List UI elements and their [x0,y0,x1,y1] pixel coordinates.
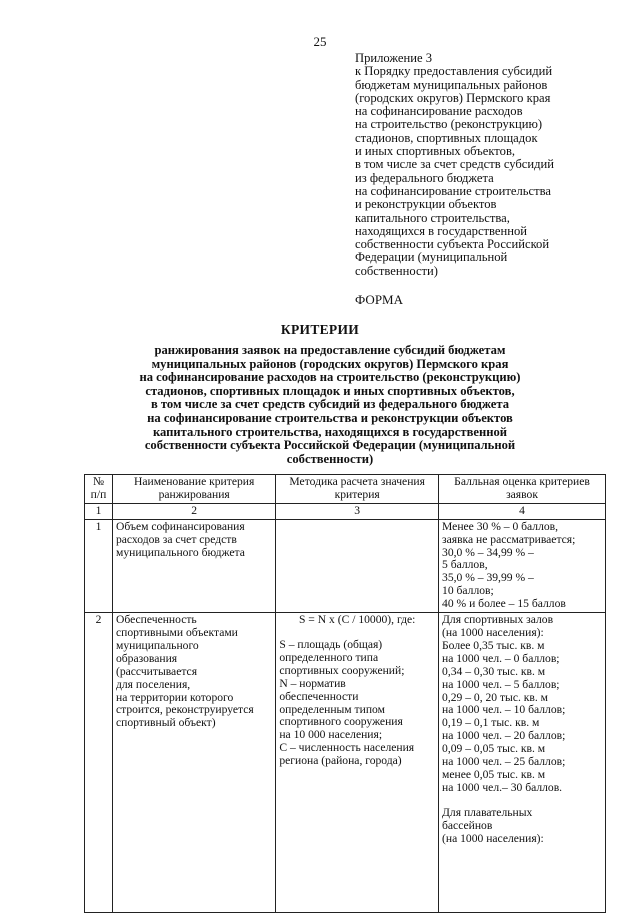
criterion-name-line: Объем софинансирования [115,519,245,533]
appendix-line: в том числе за счет средств субсидий [355,157,555,172]
header-method-line: Методика расчета значения [289,475,425,488]
header-criterion-line: ранжирования [158,487,230,501]
spacer [442,795,602,807]
appendix-line: стадионов, спортивных площадок [355,130,538,145]
appendix-line: Приложение 3 [355,51,433,65]
subtitle-line: в том числе за счет средств субсидий из федерального бюджета [150,397,510,412]
criterion-name-line: для поселения, [115,677,191,691]
score-line: на 1000 чел. – 5 баллов; [442,677,560,691]
column-number-row [85,503,606,519]
score-line: 0,19 – 0,1 тыс. кв. м [442,716,540,730]
method-line: определенного типа [279,650,379,664]
table-header-row [85,475,606,504]
subtitle-line: на софинансирование расходов на строительство (реконструкцию) [139,370,521,385]
score-line: 30,0 % – 34,99 % – [442,545,534,559]
method-line: региона (района, города) [279,754,402,768]
score-line: 0,29 – 0, 20 тыс. кв. м [442,690,549,704]
appendix-line: из федерального бюджета [355,170,494,185]
score-line: на 1000 чел. – 10 баллов; [442,703,566,717]
appendix-line: (городских округов) Пермского края [355,90,551,105]
score-line: Менее 30 % – 0 баллов, [442,519,559,533]
appendix-line: собственности) [355,263,438,278]
score-line: Для спортивных залов [442,613,554,627]
header-method [276,475,439,504]
criterion-name-line: строится, реконструируется [115,703,254,717]
method-line: С – численность населения [279,741,415,755]
criterion-name-line: (рассчитывается [115,664,198,678]
appendix-line: бюджетам муниципальных районов [355,77,548,92]
appendix-line: на софинансирование расходов [355,104,523,119]
score-line: на 1000 чел.– 30 баллов. [442,780,563,794]
score-line: 5 баллов, [442,558,488,572]
header-criterion-name [112,475,275,504]
appendix-line: на строительство (реконструкцию) [355,117,543,132]
method-cell [276,519,439,612]
appendix-line: находящихся в государственной [355,223,528,238]
table-row [85,613,606,913]
subtitle-line: ранжирования заявок на предоставление субсидий бюджетам [154,343,506,357]
method-line: N – норматив [279,676,346,690]
method-cell [276,613,439,913]
document-title: КРИТЕРИИ [280,322,360,337]
score-line: на 1000 чел. – 20 баллов; [442,729,566,743]
page-number: 25 [313,34,327,49]
score-line: на 1000 чел. – 0 баллов; [442,651,560,665]
form-label: ФОРМА [355,292,403,307]
subtitle-line: собственности субъекта Российской Федерации (муниципальной [144,438,516,453]
score-line: (на 1000 населения): [442,831,544,845]
criteria-table [84,474,606,913]
score-line: Для плавательных [442,805,533,819]
criterion-name-line: на территории которого [115,690,234,704]
document-subtitle [90,344,570,466]
score-pools [442,807,602,846]
appendix-line: и иных спортивных объектов, [355,144,516,159]
method-formula: S = N x (C / 10000), где: [298,613,416,627]
criterion-name-line: муниципального бюджета [115,545,245,559]
header-method-line: критерия [334,487,380,501]
score-line: Более 0,35 тыс. кв. м [442,638,545,652]
score-line: заявка не рассматривается; [442,532,576,546]
method-line: обеспеченности [279,689,359,703]
appendix-line: и реконструкции объектов [355,197,497,212]
header-score-line: заявок [506,487,538,501]
criterion-name-line: Обеспеченность [115,613,197,627]
column-number: 2 [112,503,275,519]
method-line: S – площадь (общая) [279,637,383,651]
appendix-line: на софинансирование строительства [355,183,552,198]
method-line: спортивных сооружений; [279,663,405,677]
score-line: 35,0 % – 39,99 % – [442,571,534,585]
subtitle-line: муниципальных районов (городских округов) Пермского края [151,356,509,371]
score-line: 10 баллов; [442,584,494,598]
subtitle-line: на софинансирование строительства и реконструкции объектов [147,410,513,425]
header-num [85,475,113,504]
row-number: 1 [85,519,113,612]
score-gyms [442,614,602,795]
criterion-name-line: расходов за счет средств [115,532,237,546]
score-line: 40 % и более – 15 баллов [442,597,566,611]
row-number: 2 [85,613,113,913]
method-line: определенным типом [279,702,385,716]
score-line: 0,34 – 0,30 тыс. кв. м [442,664,546,678]
criterion-name-cell [112,519,275,612]
criterion-name-cell [112,613,275,913]
subtitle-line: стадионов, спортивных площадок и иных спортивных объектов, [145,383,515,398]
header-num-line: п/п [90,487,107,501]
header-score [439,475,606,504]
column-number: 3 [276,503,439,519]
table-row [85,519,606,612]
column-number: 4 [439,503,606,519]
appendix-line: собственности субъекта Российской [355,237,550,252]
score-line: на 1000 чел. – 25 баллов; [442,755,566,769]
column-number: 1 [85,503,113,519]
method-line: спортивного сооружения [279,715,403,729]
score-line: 0,09 – 0,05 тыс. кв. м [442,742,546,756]
appendix-line: к Порядку предоставления субсидий [355,64,553,79]
subtitle-line: капитального строительства, находящихся в государственной [152,424,508,439]
appendix-line: Федерации (муниципальной [355,250,508,265]
score-cell [439,519,606,612]
score-line: (на 1000 населения): [442,625,544,639]
criterion-name-line: спортивный объект) [115,716,216,730]
criterion-name-line: спортивными объектами [115,625,238,639]
header-num-line: № [92,475,105,488]
header-score-line: Балльная оценка критериев [454,475,590,488]
score-line: бассейнов [442,818,493,832]
score-cell [439,613,606,913]
method-description [279,639,435,768]
appendix-line: капитального строительства, [355,210,510,225]
method-line: на 10 000 населения; [279,728,383,742]
header-criterion-line: Наименование критерия [134,475,255,488]
subtitle-line: собственности) [286,451,374,466]
criterion-name-line: муниципального [115,638,199,652]
appendix-block [355,52,625,278]
criterion-name-line: образования [115,651,178,665]
score-line: менее 0,05 тыс. кв. м [442,767,546,781]
